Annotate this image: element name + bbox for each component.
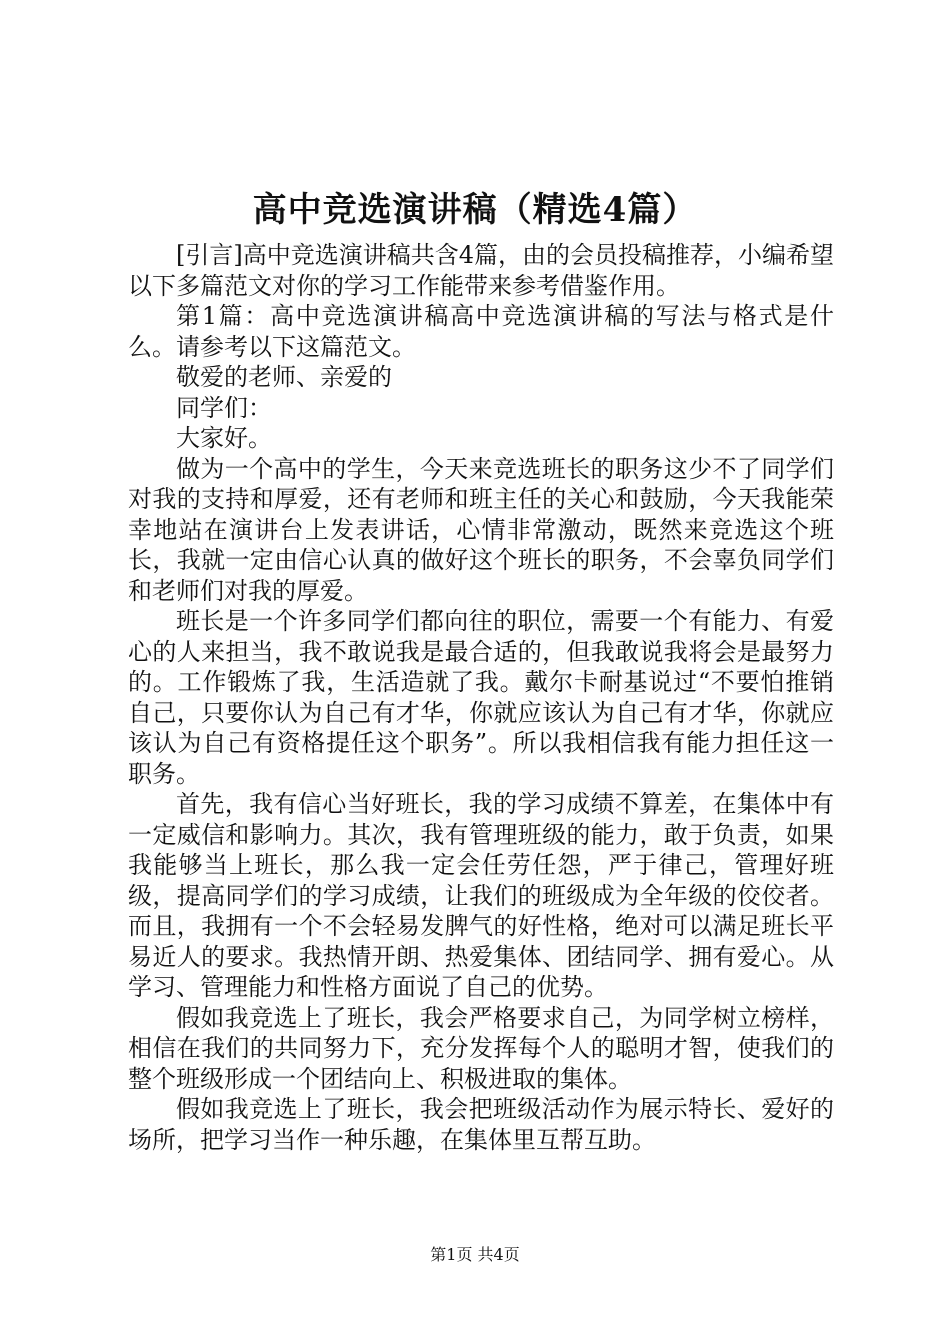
paragraph-chapter-1: 第1篇：高中竞选演讲稿高中竞选演讲稿的写法与格式是什么。请参考以下这篇范文。 bbox=[128, 302, 834, 361]
paragraph-body-5: 假如我竞选上了班长，我会把班级活动作为展示特长、爱好的场所，把学习当作一种乐趣，在集体里互帮互助。 bbox=[128, 1095, 834, 1154]
paragraph-body-3: 首先，我有信心当好班长，我的学习成绩不算差，在集体中有一定威信和影响力。其次，我有管理班级的能力，敢于负责，如果我能够当上班长，那么我一定会任劳任怨，严于律己，管理好班级，提高同学们的学习成绩，让我们的班级成为全年级的佼佼者。而且，我拥有一个不会轻易发脾气的好性格，绝对可以满足班长平易近人的要求。我热情开朗、热爱集体、团结同学、拥有爱心。从学习、管理能力和性格方面说了自己的优势。 bbox=[128, 790, 834, 1001]
paragraph-greeting: 大家好。 bbox=[176, 424, 272, 452]
paragraph-salutation-2: 同学们： bbox=[176, 393, 272, 422]
document-body bbox=[128, 240, 834, 1155]
page-footer: 第1页 共4页 bbox=[430, 1245, 520, 1264]
document-title: 高中竞选演讲稿（精选4篇） bbox=[252, 190, 698, 230]
paragraph-body-2: 班长是一个许多同学们都向往的职位，需要一个有能力、有爱心的人来担当，我不敢说我是最合适的，但我敢说我将会是最努力的。工作锻炼了我，生活造就了我。戴尔卡耐基说过“不要怕推销自己，只要你认为自己有才华，你就应该认为自己有才华，你就应该认为自己有资格提任这个职务”。所以我相信我有能力担任这一职务。 bbox=[128, 607, 834, 788]
paragraph-body-4: 假如我竞选上了班长，我会严格要求自己，为同学树立榜样，相信在我们的共同努力下，充分发挥每个人的聪明才智，使我们的整个班级形成一个团结向上、积极进取的集体。 bbox=[128, 1003, 834, 1093]
paragraph-body-1: 做为一个高中的学生，今天来竞选班长的职务这少不了同学们对我的支持和厚爱，还有老师和班主任的关心和鼓励，今天我能荣幸地站在演讲台上发表讲话，心情非常激动，既然来竞选这个班长，我就一定由信心认真的做好这个班长的职务，不会辜负同学们和老师们对我的厚爱。 bbox=[128, 454, 834, 605]
paragraph-intro: [引言]高中竞选演讲稿共含4篇，由的会员投稿推荐，小编希望以下多篇范文对你的学习工作能带来参考借鉴作用。 bbox=[128, 241, 834, 300]
paragraph-salutation: 敬爱的老师、亲爱的 bbox=[176, 363, 392, 391]
